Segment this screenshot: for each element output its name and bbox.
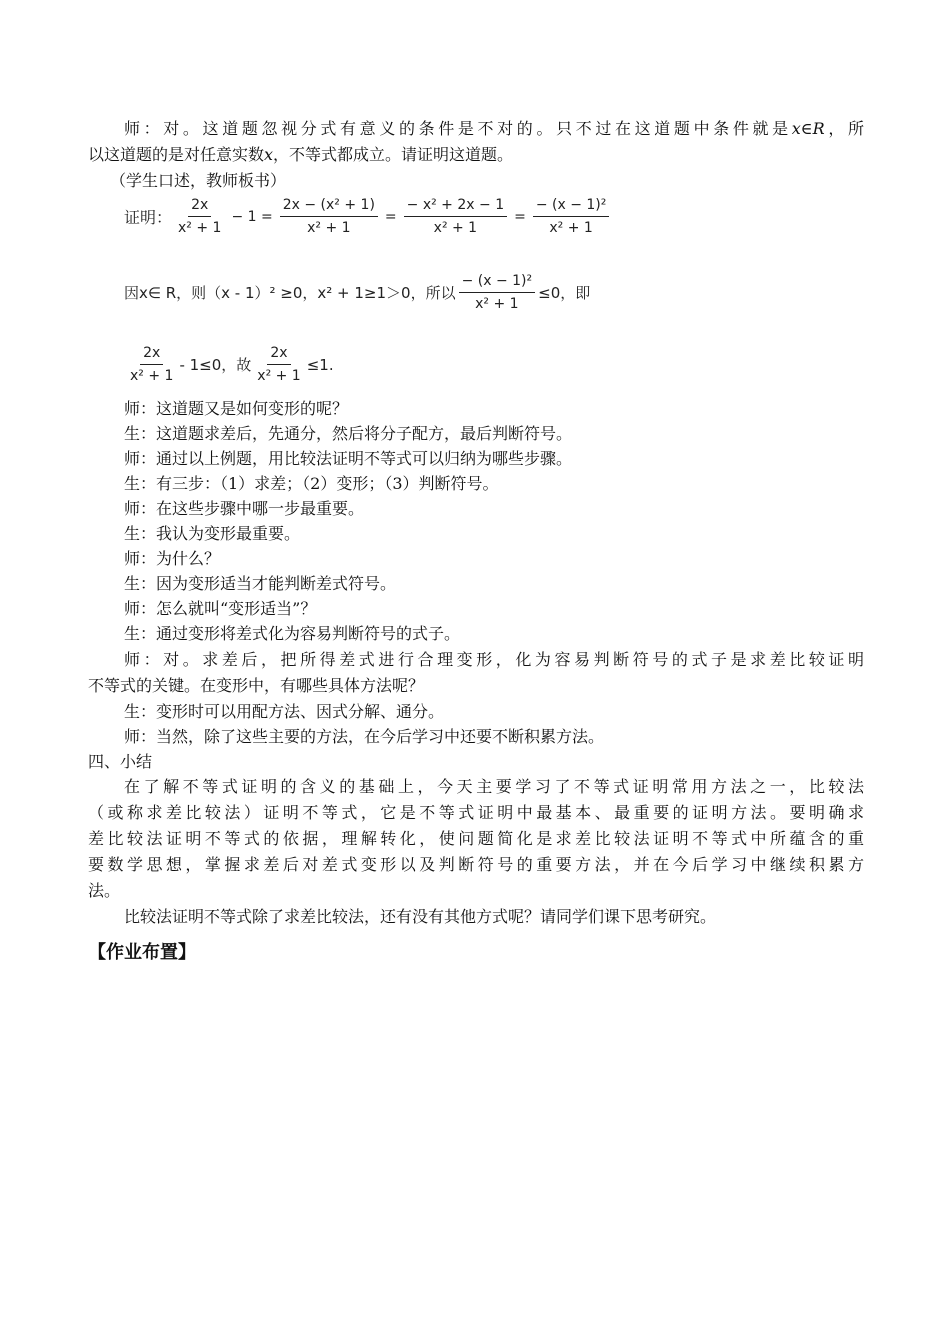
operator: =	[514, 208, 526, 225]
fraction-numerator: 2x	[140, 344, 163, 365]
fraction-conclusion-2	[254, 344, 303, 385]
proof-label: 证明：	[124, 208, 173, 227]
para1-text-end: ，所	[824, 119, 864, 138]
dialogue-line: 师：这道题又是如何变形的呢？	[124, 399, 349, 418]
dialogue-line: 生：因为变形适当才能判断差式符号。	[124, 574, 397, 593]
summary-line5: 法。	[88, 881, 121, 900]
fraction-numerator: 2x	[188, 196, 211, 217]
para1-line1	[124, 116, 864, 142]
summary-line2: （或称求差比较法）证明不等式，它是不等式证明中最基本、最重要的证明方法。要明确求	[88, 803, 864, 822]
dialogue-line: 生：这道题求差后，先通分，然后将分子配方，最后判断符号。	[124, 424, 573, 443]
fraction-conclusion-1	[127, 344, 176, 385]
summary-line1: 在了解不等式证明的含义的基础上，今天主要学习了不等式证明常用方法之一，比较法	[124, 777, 864, 796]
because-line	[124, 272, 590, 313]
conclusion-mid: - 1≤0，故	[179, 356, 252, 374]
summary-line3: 差比较法证明不等式的依据，理解转化，使问题简化是求差比较法证明不等式中所蕴含的重	[88, 829, 864, 848]
section-heading-summary: 四、小结	[88, 752, 153, 771]
fraction-numerator: 2x	[267, 344, 290, 365]
dialogue-line: 师：怎么就叫“变形适当”？	[124, 599, 317, 618]
para1-text: 师：对。这道题忽视分式有意义的条件是不对的。只不过在这道题中条件就是	[124, 119, 792, 138]
operator: =	[384, 208, 397, 225]
board-note: （学生口述，教师板书）	[110, 171, 287, 190]
fraction-numerator: − (x − 1)²	[459, 272, 536, 293]
dialogue-line: 师：在这些步骤中哪一步最重要。	[124, 499, 365, 518]
operator: − 1 =	[231, 208, 273, 225]
fraction-denominator: x² + 1	[307, 220, 351, 236]
para1-line2	[88, 142, 513, 168]
homework-heading: 【作业布置】	[88, 942, 196, 963]
dialogue-line: 师：为什么？	[124, 549, 221, 568]
because-text: 因x∈ R，则（x - 1）² ≥0，x² + 1≥1＞0，所以	[124, 284, 456, 302]
fraction-numerator: − (x − 1)²	[533, 196, 610, 217]
closing-line: 比较法证明不等式除了求差比较法，还有没有其他方式呢？请同学们课下思考研究。	[124, 907, 717, 926]
dialogue-line: 生：通过变形将差式化为容易判断符号的式子。	[124, 624, 461, 643]
fraction-denominator: x² + 1	[549, 220, 593, 236]
proof-equation	[124, 196, 612, 237]
because-tail: ≤0，即	[538, 284, 591, 302]
fraction-denominator: x² + 1	[178, 220, 222, 236]
fraction-denominator: x² + 1	[257, 368, 301, 384]
dialogue-line: 生：变形时可以用配方法、因式分解、通分。	[124, 702, 445, 721]
fraction-3	[404, 196, 507, 237]
para1-line2-pre: 以这道题的是对任意实数	[88, 145, 265, 164]
fraction-numerator: − x² + 2x − 1	[404, 196, 507, 217]
fraction-denominator: x² + 1	[433, 220, 478, 236]
dialogue-line: 师：当然，除了这些主要的方法，在今后学习中还要不断积累方法。	[124, 727, 605, 746]
dialogue-line: 师：通过以上例题，用比较法证明不等式可以归纳为哪些步骤。	[124, 449, 573, 468]
fraction-because	[459, 272, 536, 313]
summary-line4: 要数学思想，掌握求差后对差式变形以及判断符号的重要方法，并在今后学习中继续积累方	[88, 855, 864, 874]
dialogue-line: 生：有三步：（1）求差；（2）变形；（3）判断符号。	[124, 474, 499, 493]
fraction-1	[175, 196, 224, 237]
para1-line2-post: ，不等式都成立。请证明这道题。	[273, 145, 514, 164]
para-key-line1: 师：对。求差后，把所得差式进行合理变形，化为容易判断符号的式子是求差比较证明	[124, 650, 864, 669]
fraction-denominator: x² + 1	[475, 296, 519, 312]
fraction-2	[280, 196, 378, 237]
math-var-xR: x∈R	[791, 119, 825, 138]
dialogue-line: 生：我认为变形最重要。	[124, 524, 301, 543]
para-key-line2: 不等式的关键。在变形中，有哪些具体方法呢？	[88, 676, 425, 695]
fraction-denominator: x² + 1	[130, 368, 174, 384]
fraction-4	[533, 196, 610, 237]
conclusion-line	[124, 344, 334, 385]
fraction-numerator: 2x − (x² + 1)	[280, 196, 378, 217]
conclusion-tail: ≤1.	[306, 355, 334, 374]
math-var-x: x	[264, 145, 274, 164]
